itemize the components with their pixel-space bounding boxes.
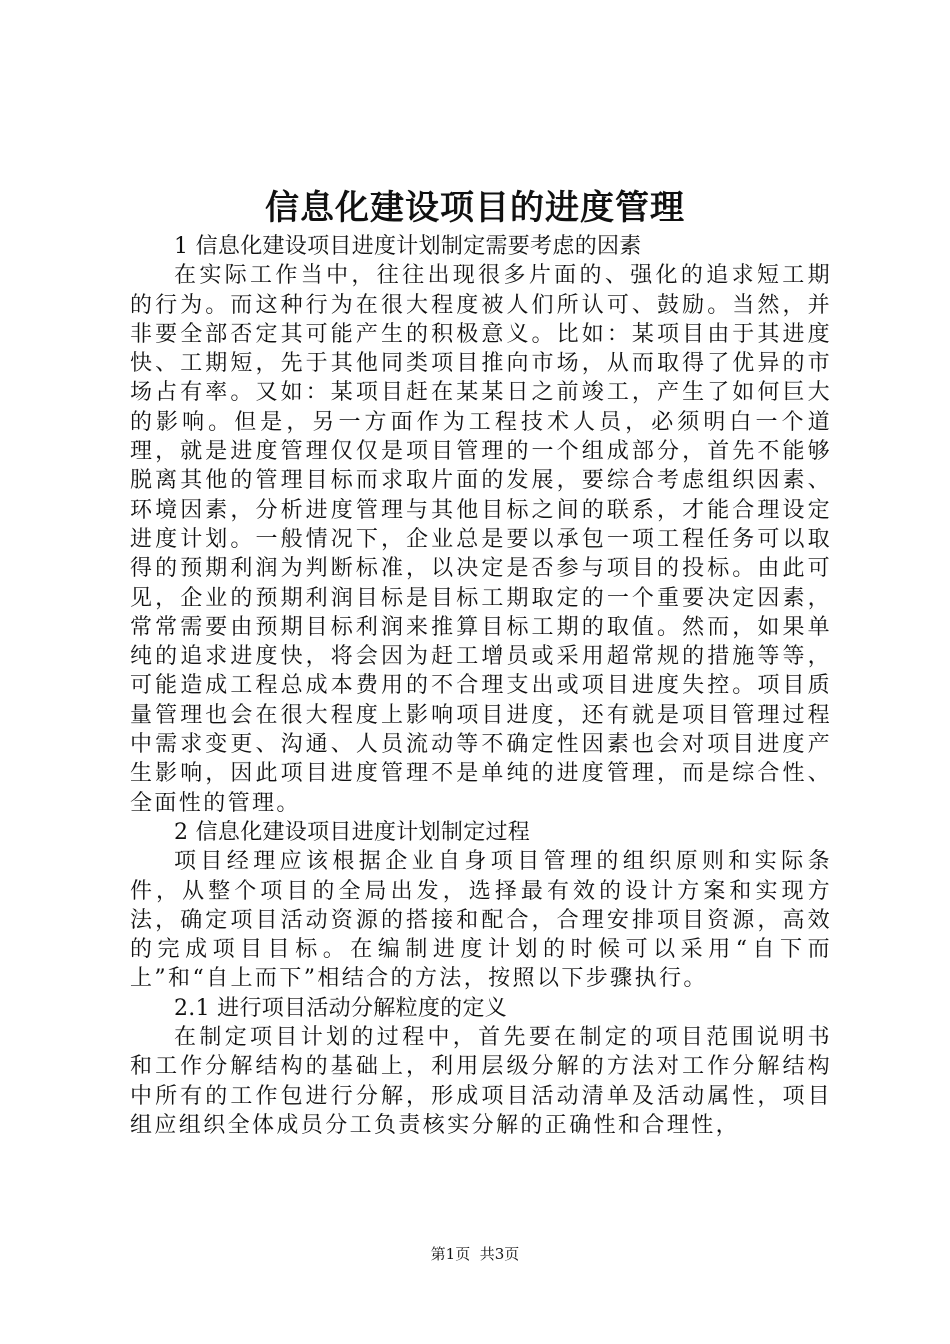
document-body xyxy=(130,232,832,1140)
paragraph-2: 项目经理应该根据企业自身项目管理的组织原则和实际条件，从整个项目的全局出发，选择最有效的设计方案和实现方法，确定项目活动资源的搭接和配合，合理安排项目资源，高效的完成项目目标。在编制进度计划的时候可以采用“自下而上”和“自上而下”相结合的方法，按照以下步骤执行。 xyxy=(130,849,832,992)
paragraph-1: 在实际工作当中，往往出现很多片面的、强化的追求短工期的行为。而这种行为在很大程度被人们所认可、鼓励。当然，并非要全部否定其可能产生的积极意义。比如：某项目由于其进度快、工期短，先于其他同类项目推向市场，从而取得了优异的市场占有率。又如：某项目赶在某某日之前竣工，产生了如何巨大的影响。但是，另一方面作为工程技术人员，必须明白一个道理，就是进度管理仅仅是项目管理的一个组成部分，首先不能够脱离其他的管理目标而求取片面的发展，要综合考虑组织因素、环境因素，分析进度管理与其他目标之间的联系，才能合理设定进度计划。一般情况下，企业总是要以承包一项工程任务可以取得的预期利润为判断标准，以决定是否参与项目的投标。由此可见，企业的预期利润目标是目标工期取定的一个重要决定因素，常常需要由预期目标利润来推算目标工期的取值。然而，如果单纯的追求进度快，将会因为赶工增员或采用超常规的措施等等，可能造成工程总成本费用的不合理支出或项目进度失控。项目质量管理也会在很大程度上影响项目进度，还有就是项目管理过程中需求变更、沟通、人员流动等不确定性因素也会对项目进度产生影响，因此项目进度管理不是单纯的进度管理，而是综合性、全面性的管理。 xyxy=(130,263,832,816)
page-total: 共3页 xyxy=(479,1245,520,1263)
paragraph-3: 在制定项目计划的过程中，首先要在制定的项目范围说明书和工作分解结构的基础上，利用层级分解的方法对工作分解结构中所有的工作包进行分解，形成项目活动清单及活动属性，项目组应组织全体成员分工负责核实分解的正确性和合理性， xyxy=(130,1025,832,1138)
section-heading-1: 1 信息化建设项目进度计划制定需要考虑的因素 xyxy=(174,234,642,259)
page-number: 第1页 xyxy=(430,1245,471,1263)
document-title: 信息化建设项目的进度管理 xyxy=(265,188,685,228)
footer-separator xyxy=(470,1245,480,1263)
section-heading-2-1: 2.1 进行项目活动分解粒度的定义 xyxy=(174,995,508,1021)
page-footer xyxy=(0,1244,950,1264)
section-heading-2: 2 信息化建设项目进度计划制定过程 xyxy=(174,819,531,845)
